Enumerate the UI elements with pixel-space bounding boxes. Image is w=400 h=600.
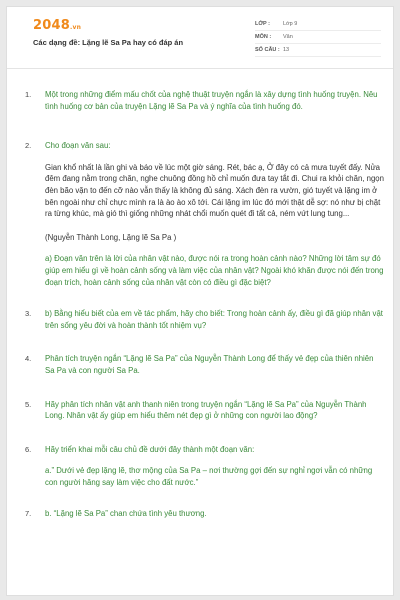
question-number: 2.: [25, 141, 32, 151]
question-number: 4.: [25, 354, 32, 364]
question-number: 1.: [25, 90, 32, 99]
question-item: [25, 399, 385, 422]
question-item: [25, 508, 385, 520]
excerpt-passage: Gian khổ nhất là lần ghi và báo về lúc một giờ sáng. Rét, bác ạ, Ở đây có cả mưa tuyết đấy. Nửa đêm đang nằm trong chăn, nghe chuông đồng hồ chỉ muốn đưa tay tắt đi. Chui ra khỏi chăn, ngọn đèn bão vặn to đến cỡ nào vẫn thấy là không đủ sáng. Xách đèn ra vườn, gió tuyết và lặng im ở bên ngoài như chỉ chực mình ra là ào ào xô tới. Cái lặng im lúc đó mới thật dễ sợ: nó như bị chặt ra từng khúc, mà gió thì giống những nhát chổi muốn quét đi tất cả, ném vứt lung tung...: [45, 162, 384, 219]
question-item: [25, 140, 385, 288]
question-text: Một trong những điểm mấu chốt của nghệ thuật truyện ngắn là xây dựng tình huống truyện. Nêu tình huống cơ bản của truyện Lặng lẽ Sa Pa và ý nghĩa của tình huống đó.: [45, 90, 378, 111]
question-item: [25, 444, 385, 489]
question-text: b) Bằng hiểu biết của em về tác phẩm, hãy cho biết: Trong hoàn cảnh ấy, điều gì đã giúp nhân vật trên sống yêu đời và hoàn thành tốt nhiệm vụ?: [45, 309, 383, 330]
meta-value: Văn: [283, 34, 293, 40]
document-page: [6, 6, 394, 596]
question-text: Cho đoạn văn sau:: [45, 141, 111, 151]
logo-tld: .vn: [69, 24, 82, 31]
question-number: 3.: [25, 309, 32, 319]
meta-value: 13: [283, 47, 290, 53]
document-meta-table: [255, 18, 381, 57]
question-text: Phân tích truyện ngắn “Lặng lẽ Sa Pa” của Nguyễn Thành Long để thấy vẻ đẹp của thiên nhiên Sa Pa và con người Sa Pa.: [45, 354, 374, 375]
logo-text: 2048: [33, 18, 70, 33]
question-item: [25, 89, 385, 112]
meta-value: Lớp 9: [283, 21, 298, 27]
document-header: [7, 7, 393, 69]
meta-row-grade: [255, 18, 381, 31]
question-list: [25, 79, 385, 520]
question-number: 7.: [25, 509, 32, 519]
meta-key: LỚP :: [255, 21, 270, 27]
meta-key: MÔN :: [255, 34, 272, 40]
meta-row-subject: [255, 31, 381, 44]
question-number: 5.: [25, 399, 32, 409]
question-item: [25, 308, 385, 331]
excerpt-source: (Nguyễn Thành Long, Lặng lẽ Sa Pa ): [45, 232, 177, 242]
document-title: Các dạng đề: Lặng lẽ Sa Pa hay có đáp án: [33, 38, 184, 47]
question-number: 6.: [25, 444, 32, 454]
sub-question: a) Đoạn văn trên là lời của nhân vật nào, được nói ra trong hoàn cảnh nào? Những lời tâm sự đó giúp em hiểu gì về hoàn cảnh sống và làm việc của nhân vật? Ngoài khó khăn được nói đến trong đoạn trích, hoàn cảnh sống của nhân vật còn có điều gì đặc biệt?: [45, 254, 384, 287]
meta-key: SỐ CÂU :: [255, 47, 280, 53]
topic-sentence: a.” Dưới vẻ đẹp lặng lẽ, thơ mộng của Sa Pa – nơi thường gợi đến sự nghỉ ngơi vẫn có những con người hăng say làm việc cho đất nước.”: [45, 466, 373, 487]
meta-row-count: [255, 44, 381, 57]
site-logo[interactable]: [33, 18, 81, 33]
question-text: Hãy triển khai mỗi câu chủ đề dưới đây thành một đoạn văn:: [45, 444, 255, 454]
question-text: b. “Lặng lẽ Sa Pa” chan chứa tình yêu thương.: [45, 509, 207, 519]
question-text: Hãy phân tích nhân vật anh thanh niên trong truyện ngắn “Lặng lẽ Sa Pa” của Nguyễn Thành Long. Nhân vật ấy giúp em hiểu thêm nét đẹp gì ở những con người lao động?: [45, 399, 367, 421]
question-item: [25, 353, 385, 376]
